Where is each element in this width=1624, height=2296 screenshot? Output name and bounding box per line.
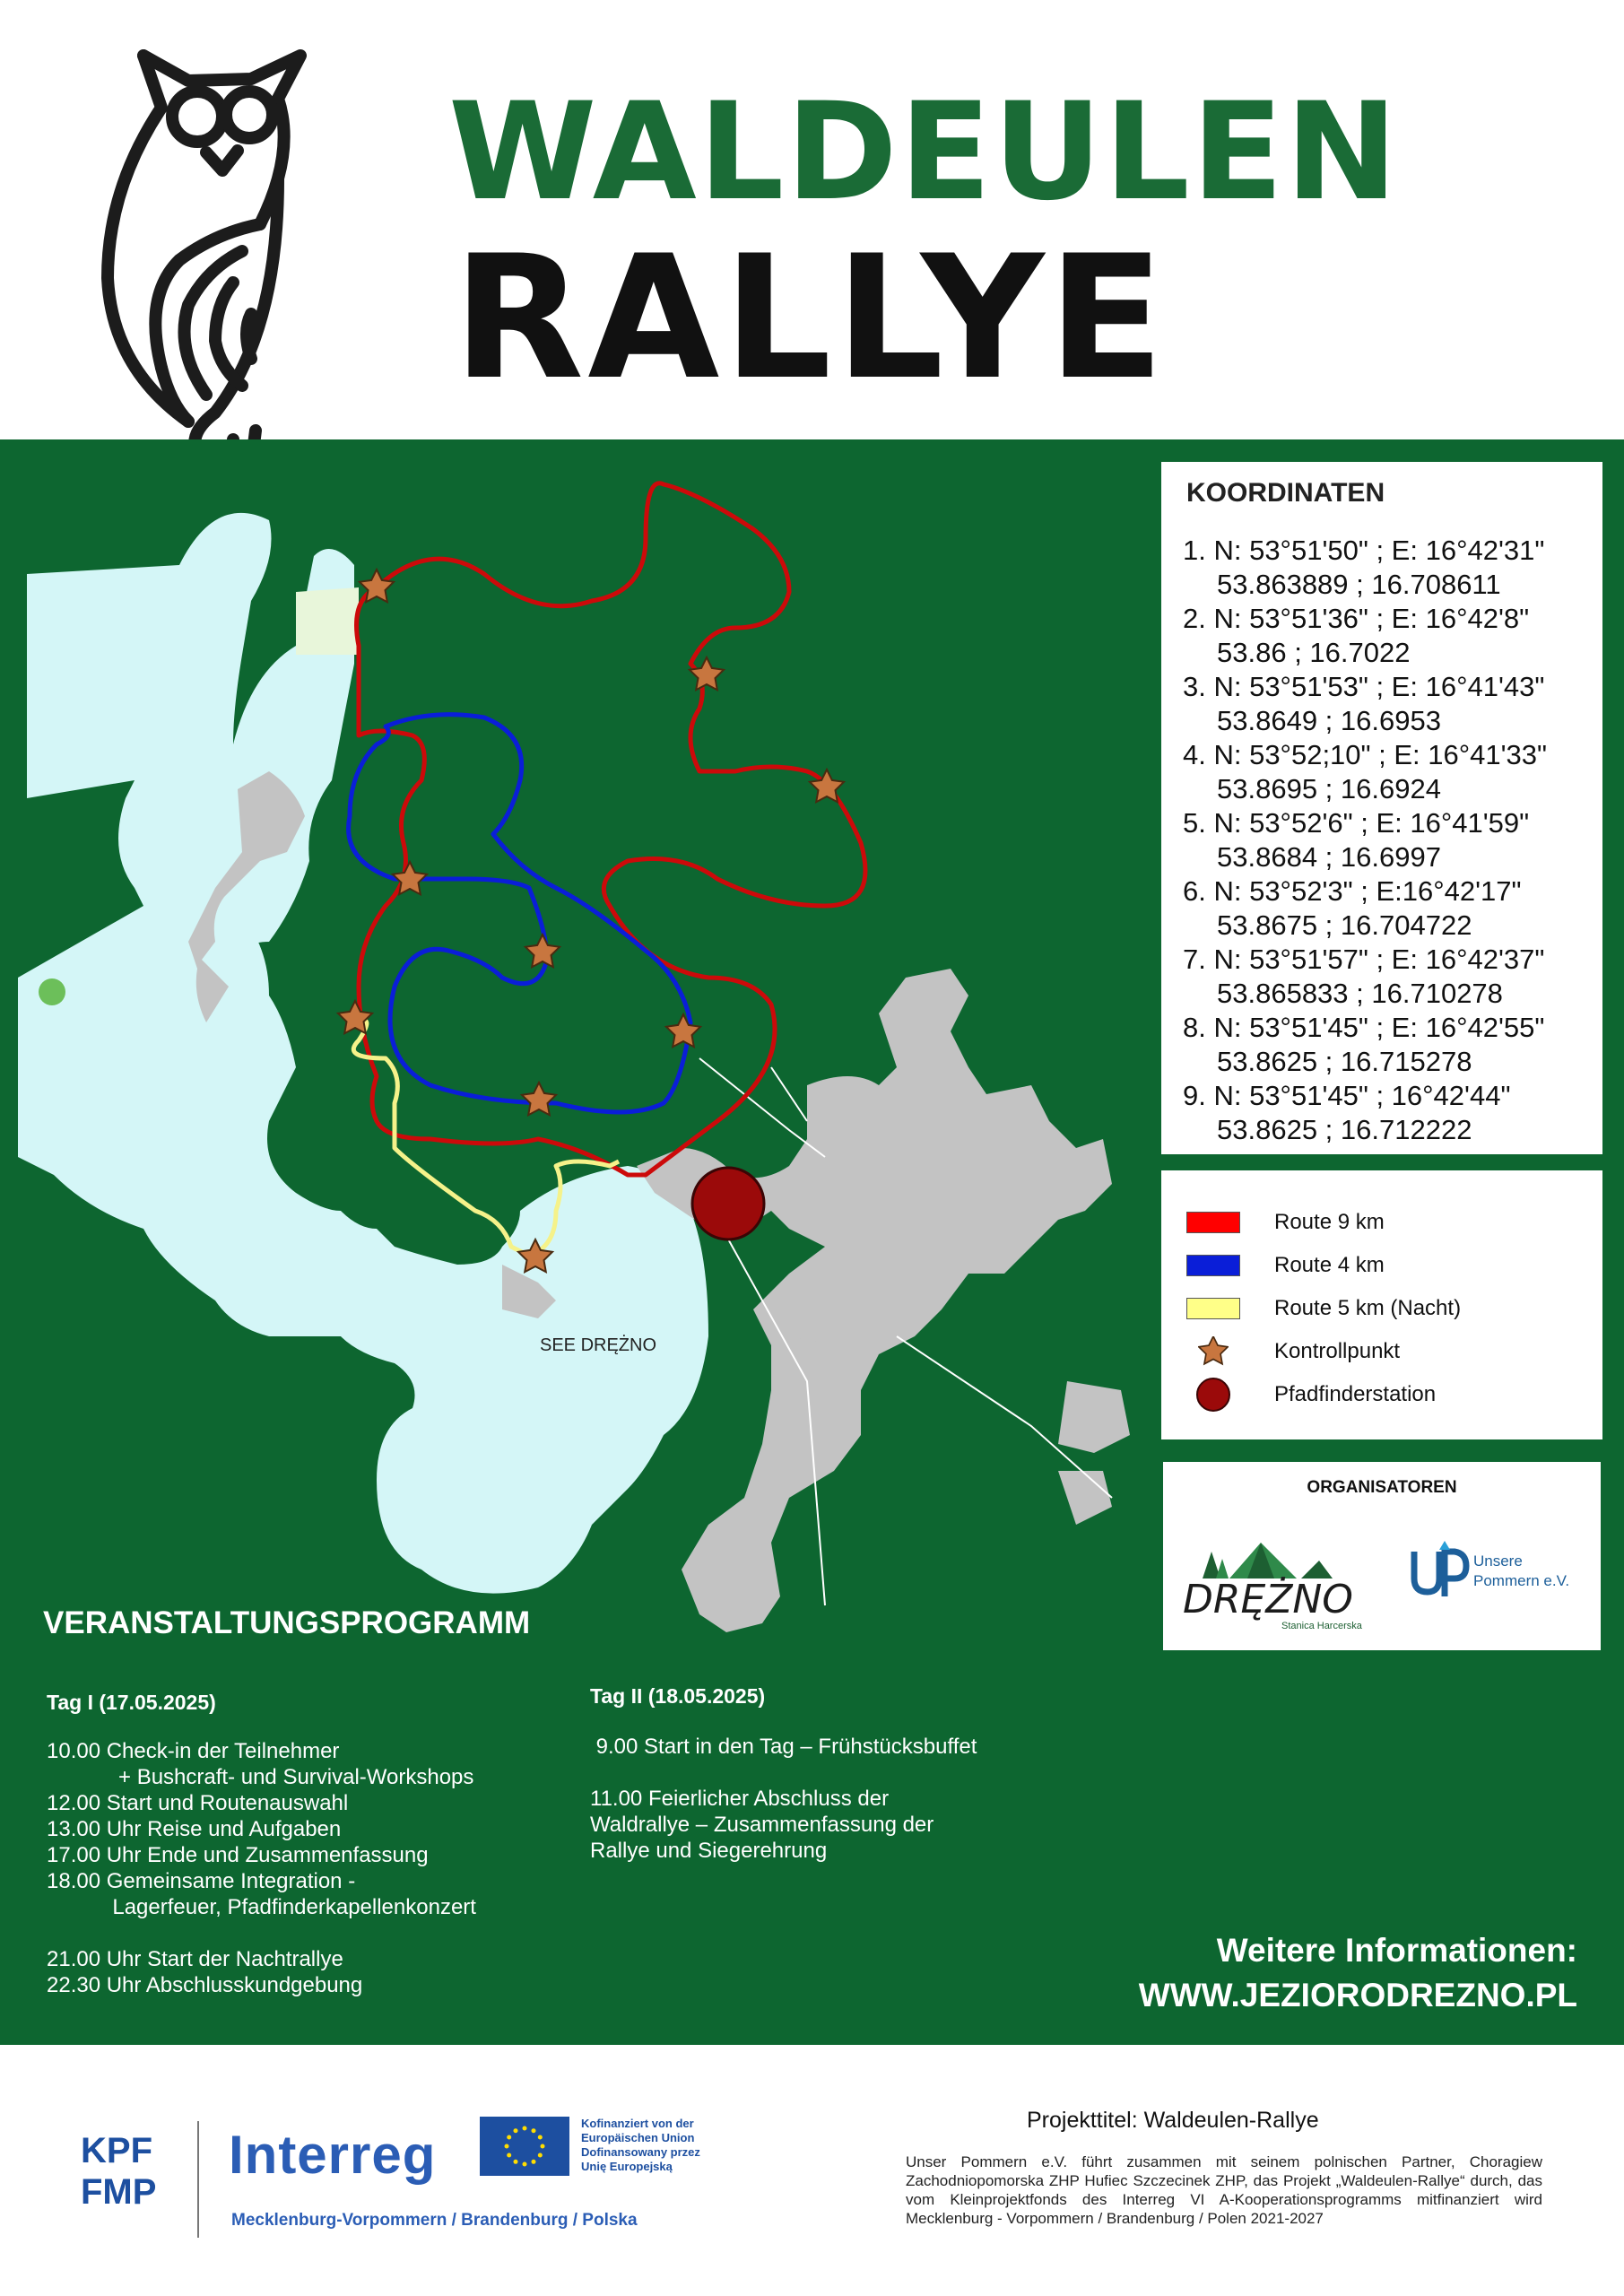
coordinates-title: KOORDINATEN bbox=[1186, 478, 1385, 508]
schedule-item: 13.00 Uhr Reise und Aufgaben bbox=[47, 1817, 342, 1841]
pond-green bbox=[39, 978, 65, 1005]
coordinate-dms: 7. N: 53°51'57" ; E: 16°42'37" bbox=[1183, 944, 1545, 975]
schedule-item: Lagerfeuer, Pfadfinderkapellenkonzert bbox=[47, 1895, 476, 1919]
coordinates-box bbox=[1161, 462, 1602, 1154]
coordinate-item bbox=[1183, 943, 1581, 1011]
coordinate-dms: 6. N: 53°52'3" ; E:16°42'17" bbox=[1183, 875, 1522, 907]
title-rallye: RALLYE bbox=[453, 219, 1168, 417]
eu-cofinancing-text bbox=[581, 2117, 734, 2174]
eu-text-line: Kofinanziert von der bbox=[581, 2117, 694, 2130]
up-line1: Unsere bbox=[1473, 1552, 1523, 1570]
programme-title: VERANSTALTUNGSPROGRAMM bbox=[43, 1605, 531, 1640]
coordinate-dms: 2. N: 53°51'36" ; E: 16°42'8" bbox=[1183, 603, 1530, 634]
circle-marker-icon bbox=[1186, 1377, 1240, 1413]
kpf-text: KPF bbox=[81, 2131, 152, 2170]
project-description: Unser Pommern e.V. führt zusammen mit seinem polnischen Partner, Choragiew Zachodniopomorska ZHP Hufiec Szczecinek ZHP, das Projekt „Waldeulen-Rallye“ durch, das vom Kleinprojektfonds des Interreg VI A-Kooperationsprogramms mitfinanziert wird Mecklenburg - Vorpommern / Brandenburg / Polen 2021-2027 bbox=[906, 2153, 1542, 2227]
coordinate-dms: 9. N: 53°51'45" ; 16°42'44" bbox=[1183, 1080, 1511, 1111]
map-legend bbox=[1161, 1170, 1602, 1439]
schedule-item: Waldrallye – Zusammenfassung der bbox=[590, 1813, 934, 1837]
drezno-subtitle: Stanica Harcerska bbox=[1281, 1621, 1362, 1631]
lake-water bbox=[18, 513, 708, 1594]
coordinate-decimal: 53.8625 ; 16.715278 bbox=[1217, 1046, 1472, 1077]
drezno-logo bbox=[1176, 1516, 1382, 1641]
route-4km bbox=[349, 715, 690, 1112]
legend-checkpoint bbox=[1186, 1330, 1577, 1373]
title-waldeulen: WALDEULEN bbox=[448, 74, 1400, 230]
legend-swatch-blue bbox=[1186, 1255, 1240, 1276]
coordinate-decimal: 53.8675 ; 16.704722 bbox=[1217, 909, 1472, 941]
up-icon bbox=[1414, 1541, 1466, 1596]
schedule-item: 10.00 Check-in der Teilnehmer bbox=[47, 1739, 340, 1763]
organisers-box bbox=[1163, 1462, 1601, 1650]
project-title: Projekttitel: Waldeulen-Rallye bbox=[1027, 2108, 1319, 2133]
day2-title: Tag II (18.05.2025) bbox=[590, 1684, 766, 1708]
coordinate-decimal: 53.865833 ; 16.710278 bbox=[1217, 978, 1503, 1009]
checkpoint-star bbox=[690, 657, 724, 690]
schedule-item bbox=[590, 1760, 977, 1786]
more-info-heading: Weitere Informationen: bbox=[1216, 1932, 1577, 1969]
schedule-item: 21.00 Uhr Start der Nachtrallye bbox=[47, 1947, 343, 1971]
day1-title: Tag I (17.05.2025) bbox=[47, 1691, 216, 1714]
schedule-item: 18.00 Gemeinsame Integration - bbox=[47, 1869, 356, 1893]
legend-label: Route 4 km bbox=[1274, 1253, 1385, 1277]
lake-label: SEE DRĘŻNO bbox=[540, 1335, 657, 1355]
programme-region: Mecklenburg-Vorpommern / Brandenburg / Polska bbox=[231, 2211, 638, 2230]
legend-route-4km bbox=[1186, 1244, 1577, 1287]
coordinate-dms: 5. N: 53°52'6" ; E: 16°41'59" bbox=[1183, 807, 1530, 839]
checkpoint-star bbox=[525, 935, 560, 967]
eu-text-line: Unię Europejską bbox=[581, 2160, 673, 2173]
day1-schedule bbox=[47, 1738, 476, 1998]
legend-label: Route 9 km bbox=[1274, 1210, 1385, 1234]
legend-station bbox=[1186, 1373, 1577, 1416]
owl-icon bbox=[72, 45, 368, 475]
footer-divider bbox=[197, 2121, 199, 2238]
website-link[interactable]: WWW.JEZIORODREZNO.PL bbox=[1138, 1977, 1577, 2013]
legend-label: Pfadfinderstation bbox=[1274, 1382, 1437, 1406]
legend-route-5km bbox=[1186, 1287, 1577, 1330]
pfadfinderstation-marker bbox=[692, 1168, 764, 1239]
coordinate-item bbox=[1183, 534, 1581, 602]
schedule-item: + Bushcraft- und Survival-Workshops bbox=[47, 1765, 474, 1789]
up-line2: Pommern e.V. bbox=[1473, 1572, 1570, 1589]
schedule-item: 9.00 Start in den Tag – Frühstücksbuffet bbox=[590, 1735, 977, 1759]
schedule-item: 12.00 Start und Routenauswahl bbox=[47, 1791, 349, 1815]
unsere-pommern-logo bbox=[1405, 1534, 1585, 1605]
star-icon bbox=[1186, 1336, 1240, 1367]
coordinate-item bbox=[1183, 1079, 1581, 1147]
coordinate-decimal: 53.8695 ; 16.6924 bbox=[1217, 773, 1441, 804]
coordinate-item bbox=[1183, 874, 1581, 943]
coordinate-item bbox=[1183, 806, 1581, 874]
coordinate-decimal: 53.8684 ; 16.6997 bbox=[1217, 841, 1441, 873]
drezno-name: DRĘŻNO bbox=[1183, 1577, 1353, 1622]
interreg-logo: Interreg bbox=[229, 2125, 437, 2185]
day2-schedule bbox=[590, 1734, 977, 1864]
schedule-item bbox=[47, 1920, 476, 1946]
poster-header bbox=[0, 0, 1624, 439]
coordinate-item bbox=[1183, 1011, 1581, 1079]
coordinate-dms: 1. N: 53°51'50" ; E: 16°42'31" bbox=[1183, 535, 1545, 566]
eu-flag-icon bbox=[480, 2117, 569, 2176]
marsh-patch bbox=[296, 587, 359, 655]
schedule-item: 11.00 Feierlicher Abschluss der bbox=[590, 1787, 890, 1811]
eu-text-line: Europäischen Union bbox=[581, 2131, 695, 2144]
coordinate-dms: 4. N: 53°52;10" ; E: 16°41'33" bbox=[1183, 739, 1548, 770]
legend-swatch-red bbox=[1186, 1212, 1240, 1233]
schedule-item: Rallye und Siegerehrung bbox=[590, 1839, 828, 1863]
legend-label: Route 5 km (Nacht) bbox=[1274, 1296, 1462, 1320]
legend-route-9km bbox=[1186, 1201, 1577, 1244]
eu-text-line: Dofinansowany przez bbox=[581, 2145, 700, 2159]
coordinate-item bbox=[1183, 602, 1581, 670]
more-info bbox=[1139, 1928, 1577, 2018]
fmp-text: FMP bbox=[81, 2172, 157, 2212]
route-9km bbox=[357, 483, 866, 1175]
coordinate-item bbox=[1183, 738, 1581, 806]
schedule-item: 22.30 Uhr Abschlusskundgebung bbox=[47, 1973, 363, 1997]
legend-swatch-yellow bbox=[1186, 1298, 1240, 1319]
checkpoint-star bbox=[522, 1083, 556, 1115]
footer bbox=[0, 2045, 1624, 2296]
coordinate-decimal: 53.86 ; 16.7022 bbox=[1217, 637, 1411, 668]
legend-label: Kontrollpunkt bbox=[1274, 1339, 1401, 1363]
coordinate-decimal: 53.863889 ; 16.708611 bbox=[1217, 569, 1501, 600]
coordinate-dms: 8. N: 53°51'45" ; E: 16°42'55" bbox=[1183, 1012, 1545, 1043]
checkpoint-star bbox=[666, 1014, 700, 1047]
schedule-item: 17.00 Uhr Ende und Zusammenfassung bbox=[47, 1843, 429, 1867]
coordinate-item bbox=[1183, 670, 1581, 738]
coordinate-dms: 3. N: 53°51'53" ; E: 16°41'43" bbox=[1183, 671, 1545, 702]
coordinate-decimal: 53.8649 ; 16.6953 bbox=[1217, 705, 1441, 736]
tent-icon bbox=[1203, 1543, 1333, 1578]
organisers-title: ORGANISATOREN bbox=[1307, 1478, 1457, 1497]
coordinate-decimal: 53.8625 ; 16.712222 bbox=[1217, 1114, 1472, 1145]
kpf-fmp-logo bbox=[81, 2130, 156, 2213]
